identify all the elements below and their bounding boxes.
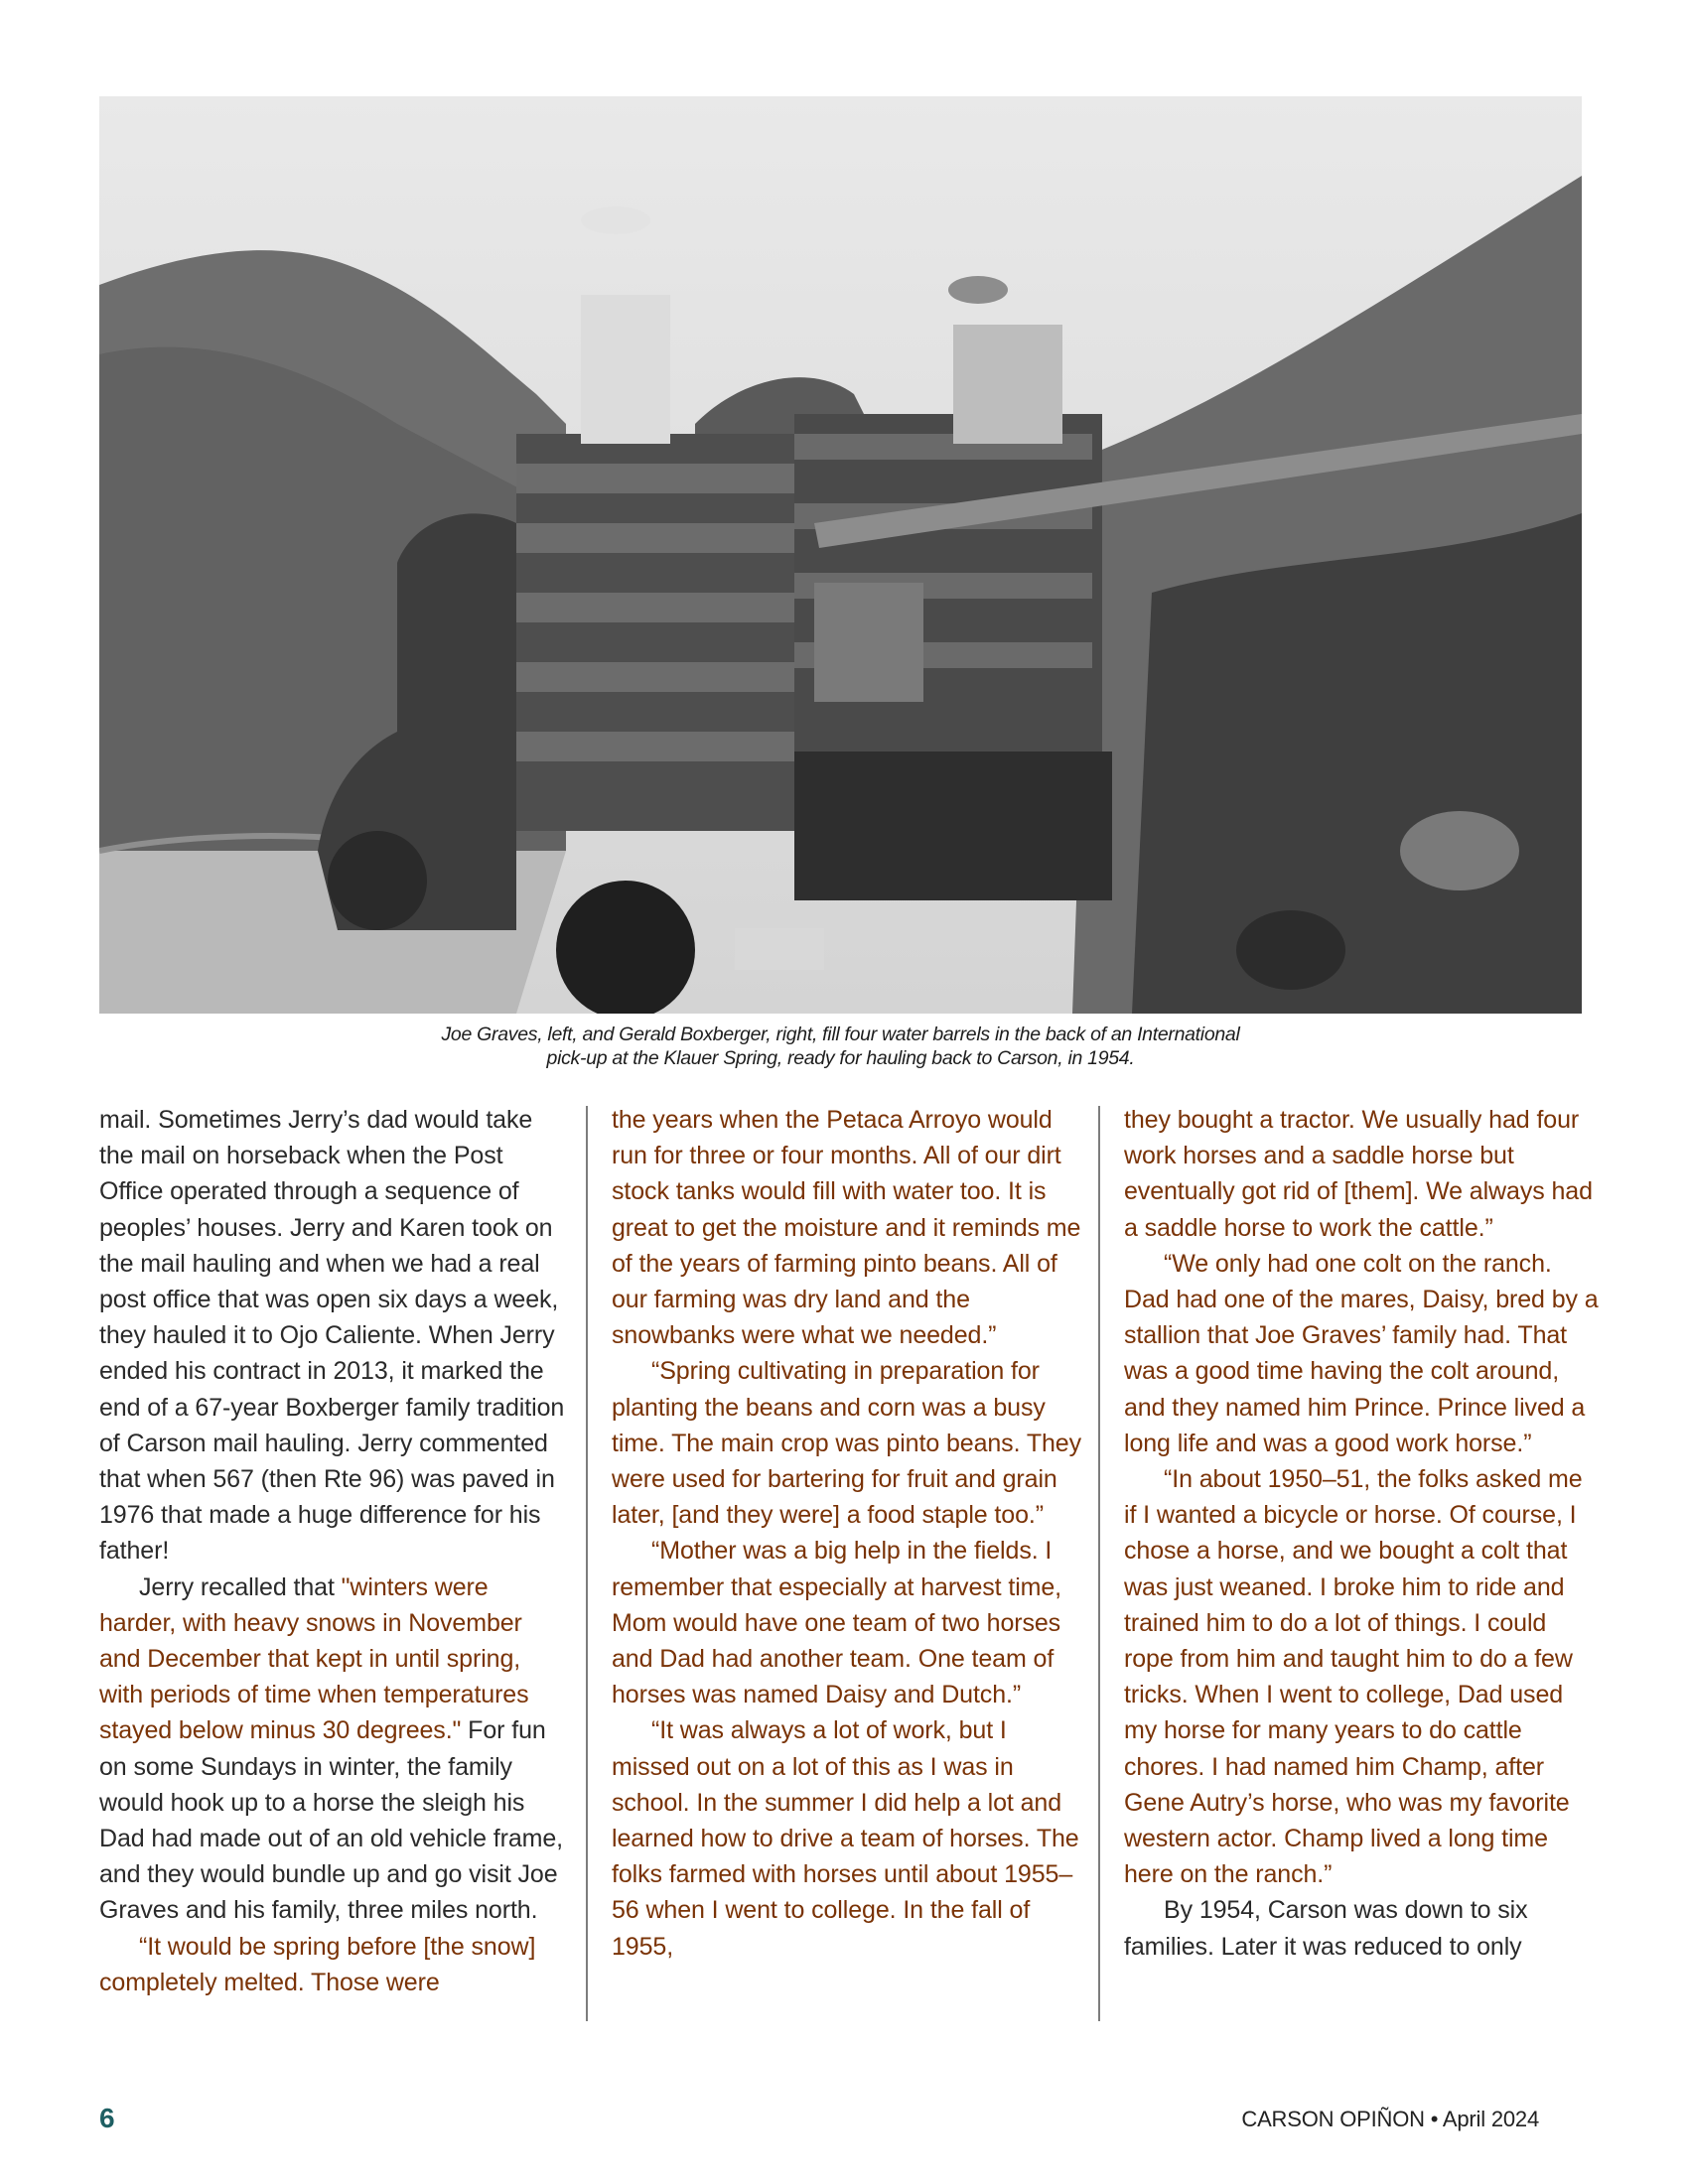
caption-line-1: Joe Graves, left, and Gerald Boxberger, right, fill four water barrels in the back of an International — [441, 1024, 1240, 1045]
paragraph: mail. Sometimes Jerry’s dad would take the mail on horseback when the Post Office operated through a sequence of peoples’ houses. Jerry and Karen took on the mail hauling and when we had a real post office that was open six days a week, they hauled it to Ojo Caliente. When Jerry ended his contract in 2013, it marked the end of a 67-year Boxberger family tradition of Carson mail hauling. Jerry commented that when 567 (then Rte 96) was paved in 1976 that made a huge difference for his father! — [99, 1106, 565, 1566]
quote-paragraph: “It was always a lot of work, but I missed out on a lot of this as I was in school. In the summer I did help a lot and learned how to drive a team of horses. The folks farmed with horses until about 1955–56 when I went to college. In the fall of 1955, — [612, 1716, 1079, 1961]
column-divider — [1098, 1106, 1100, 2021]
publication-footer: CARSON OPIÑON • April 2024 — [1241, 2107, 1539, 2131]
article-column-1 — [99, 1102, 566, 2000]
article-column-3 — [1124, 1102, 1601, 1965]
photo-caption — [99, 1023, 1582, 1070]
paragraph — [99, 1570, 566, 1929]
column-divider — [586, 1106, 588, 2021]
truck-photo-illustration — [99, 96, 1582, 1014]
quote-paragraph: they bought a tractor. We usually had four work horses and a saddle horse but eventually got rid of [them]. We always had a saddle horse to work the cattle.” — [1124, 1106, 1593, 1242]
paragraph: By 1954, Carson was down to six families. Later it was reduced to only — [1124, 1896, 1528, 1961]
article-column-2 — [612, 1102, 1088, 1965]
quote-paragraph: “Spring cultivating in preparation for planting the beans and corn was a busy time. The main crop was pinto beans. They were used for bartering for fruit and grain later, [and they were] a food staple too.” — [612, 1357, 1081, 1530]
quote-paragraph: the years when the Petaca Arroyo would run for three or four months. All of our dirt stock tanks would fill with water too. It is great to get the moisture and it reminds me of the years of farming pinto beans. All of our farming was dry land and the snowbanks were what we needed.” — [612, 1106, 1081, 1350]
quote-paragraph: “Mother was a big help in the fields. I remember that especially at harvest time, Mom would have one team of two horses and Dad had another team. One team of horses was named Daisy and Dutch.” — [612, 1537, 1062, 1709]
caption-line-2: pick-up at the Klauer Spring, ready for hauling back to Carson, in 1954. — [546, 1047, 1135, 1069]
quote-paragraph: “It would be spring before [the snow] completely melted. Those were — [99, 1932, 536, 1996]
quote-text: "winters were harder, with heavy snows in November and December that kept in until spring, with periods of time when temperatures stayed below minus 30 degrees." — [99, 1572, 529, 1745]
quote-paragraph: “We only had one colt on the ranch. Dad had one of the mares, Daisy, bred by a stallion that Joe Graves’ family had. That was a good time having the colt around, and they named him Prince. Prince lived a long life and was a good work horse.” — [1124, 1249, 1599, 1457]
historical-photo — [99, 96, 1582, 1014]
page-number: 6 — [99, 2103, 115, 2133]
paragraph-lead: Jerry recalled that — [139, 1572, 342, 1601]
quote-paragraph: “In about 1950–51, the folks asked me if I wanted a bicycle or horse. Of course, I chose a horse, and we bought a colt that was just weaned. I broke him to ride and trained him to do a lot of things. I could rope from him and taught him to do a few tricks. When I went to college, Dad used my horse for many years to do cattle chores. I had named him Champ, after Gene Autry’s horse, who was my favorite western actor. Champ lived a long time here on the ranch.” — [1124, 1465, 1583, 1889]
paragraph-tail: For fun on some Sundays in winter, the family would hook up to a horse the sleigh his Dad had made out of an old vehicle frame, and they would bundle up and go visit Joe Graves and his family, three miles north. — [99, 1716, 564, 1925]
